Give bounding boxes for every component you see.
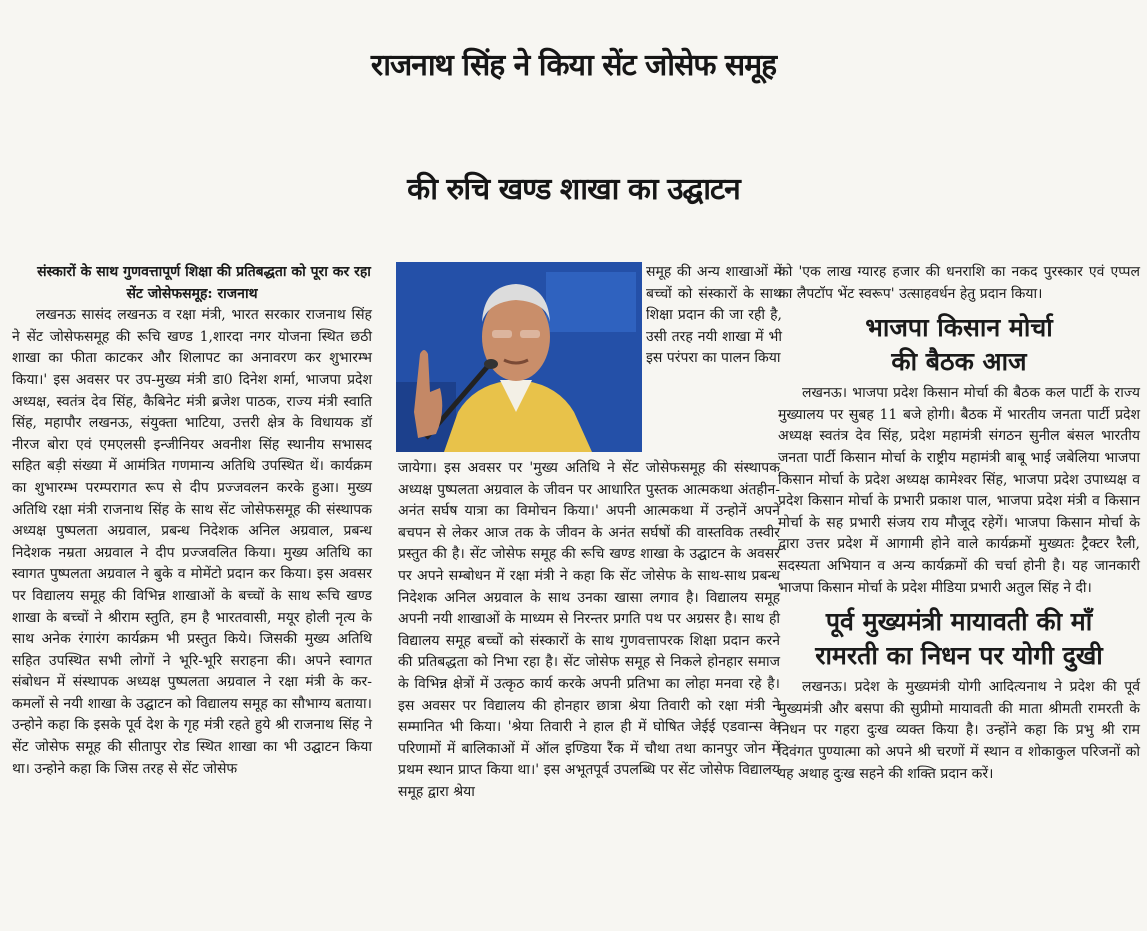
right-column (778, 262, 1140, 785)
main-story-body-3: को 'एक लाख ग्यारह हजार की धनराशि का नकद पुरस्कार एवं एप्पल का लैपटॉप भेंट स्वरूप' उत्साहवर्धन हेतु प्रदान किया। (778, 264, 1140, 302)
story2-headline-line-1: भाजपा किसान मोर्चा (865, 313, 1053, 343)
main-story-body-2a: समूह की अन्य शाखाओं में बच्चों को संस्कारों के साथ शिक्षा प्रदान की जा रही है, उसी तरह नयी शाखा में भी इस परंपरा का पालन किया (646, 264, 782, 367)
main-story-column-2-bottom (398, 458, 780, 804)
news-photo (396, 262, 642, 452)
story2-headline-line-2: की बैठक आज (891, 347, 1027, 377)
photo-illustration (396, 262, 642, 452)
story3-body: लखनऊ। प्रदेश के मुख्यमंत्री योगी आदित्यनाथ ने प्रदेश की पूर्व मुख्यमंत्री और बसपा की सुप्रीमो मायावती की माता श्रीमती रामरती के निधन पर गहरा दुःख व्यक्त किया है। उन्होंने कहा कि प्रभु श्री राम दिवंगत पुण्यात्मा को अपने श्री चरणों में स्थान व शोकाकुल परिजनों को यह अथाह दुःख सहने की शक्ति प्रदान करें। (778, 679, 1140, 782)
main-story-column-1 (12, 262, 372, 780)
story2-body: लखनऊ। भाजपा प्रदेश किसान मोर्चा की बैठक कल पार्टी के राज्य मुख्यालय पर सुबह 11 बजे होगी। बैठक में भारतीय जनता पार्टी प्रदेश अध्यक्ष स्वतंत्र देव सिंह, प्रदेश महामंत्री संगठन सुनील बंसल भारतीय जनता पार्टी किसान मोर्चा के राष्ट्रीय महामंत्री बाबू भाई जबेलिया भाजपा किसान मोर्चा के प्रदेश अध्यक्ष कामेश्वर सिंह, भाजपा प्रदेश उपाध्यक्ष व प्रदेश किसान मोर्चा के प्रभारी प्रकाश पाल, भाजपा प्रदेश मंत्री व किसान मोर्चा के सह प्रभारी संजय राय मौजूद रहेगें। भाजपा किसान मोर्चा के द्वारा उत्तर प्रदेश में आगामी होने वाले कार्यक्रमों मुख्यतः ट्रैक्टर रैली, सदस्यता अभियान व अन्य कार्यक्रमों की चर्चा होनी है। यह जानकारी भाजपा किसान मोर्चा के प्रदेश मीडिया प्रभारी अतुल सिंह ने दी। (778, 385, 1140, 596)
headline-line-1: राजनाथ सिंह ने किया सेंट जोसेफ समूह (370, 48, 777, 83)
story3-headline-line-1: पूर्व मुख्यमंत्री मायावती की माँ (825, 607, 1093, 637)
story3-headline (778, 605, 1140, 673)
headline-line-2: की रुचि खण्ड शाखा का उद्घाटन (407, 172, 740, 207)
story3-headline-line-2: रामरती का निधन पर योगी दुखी (815, 641, 1103, 671)
main-story-column-2-top (646, 262, 782, 370)
main-story-body-1: लखनऊ सासंद लखनऊ व रक्षा मंत्री, भारत सरकार राजनाथ सिंह ने सेंट जोसेफसमूह की रूचि खण्ड 1,शारदा नगर योजना स्थित छठी शाखा का फीता काटकर और शिलापट का अनावरण कर शुभारम्भ किया।' इस अवसर पर उप-मुख्य मंत्री डा0 दिनेश शर्मा, भाजपा प्रदेश अध्यक्ष, स्वतंत्र देव सिंह, कैबिनेट मंत्री ब्रजेश पाठक, राज्य मंत्री स्वाति सिंह, महापौर लखनऊ, संयुक्ता भाटिया, उत्तरी क्षेत्र के विधायक डॉ नीरज बोरा एवं एमएलसी इन्जीनियर अवनीश सिंह स्थानीय सभासद सहित बड़ी संख्या में आमंत्रित गणमान्य अतिथि उपस्थित थें। कार्यक्रम का शुभारम्भ परम्परागत रूप से दीप प्रज्जवलन करके हुआ। मुख्य अतिथि रक्षा मंत्री राजनाथ सिंह के साथ सेंट जोसेफसमूह की संस्थापक अध्यक्ष पुष्पलता अग्रवाल, प्रबन्ध निदेशक अनिल अग्रवाल, प्रबन्ध निदेशक नम्रता अग्रवाल ने दीप प्रज्जवलित किया। मुख्य अतिथि का स्वागत पुष्पलता अग्रवाल ने बुके व मोमेंटो प्रदान कर किया। इस अवसर पर विद्यालय समूह की विभिन्न शाखाओं के बच्चों के साथ रूचि खण्ड शाखा के बच्चों ने श्रीराम स्तुति, हम है भारतवासी, मयूर होली नृत्य के साथ अनेक रंगारंग कार्यक्रम भी प्रस्तुत किये। जिसकी मुख्य अतिथि सहित उपस्थित सभी लोगों ने भूरि-भूरि सराहना की। अपने स्वागत संबोधन में संस्थापक अध्यक्ष पुष्पलता अग्रवाल ने रक्षा मंत्री के कर-कमलों से नयी शाखा के उद्घाटन को विद्यालय समूह का सौभाग्य बताया। उन्होने कहा कि इसके पूर्व देश के गृह मंत्री रहते हुये श्री राजनाथ सिंह ने सेंट जोसेफ समूह की सीतापुर रोड स्थित शाखा का भी उद्घाटन किया था। उन्होने कहा कि जिस तरह से सेंट जोसेफ (12, 307, 372, 777)
story2-headline (778, 311, 1140, 379)
main-story-subhead: संस्कारों के साथ गुणवत्तापूर्ण शिक्षा की प्रतिबद्धता को पूरा कर रहा सेंट जोसेफसमूह: राजनाथ (37, 264, 371, 302)
main-story-body-2b: जायेगा। इस अवसर पर 'मुख्य अतिथि ने सेंट जोसेफसमूह की संस्थापक अध्यक्ष पुष्पलता अग्रवाल के जीवन पर आधारित पुस्तक आत्मकथा अंतहीन-अनंत सर्घष यात्रा का विमोचन किया।' अपनी आत्मकथा में उन्होनें अपने बचपन से लेकर आज तक के जीवन के अनंत सर्घषों की वास्तविक तस्वीर प्रस्तुत की है। सेंट जोसेफ समूह की रूचि खण्ड शाखा के उद्घाटन के अवसर पर अपने सम्बोधन में रक्षा मंत्री ने कहा कि सेंट जोसेफ के साथ-साथ प्रबन्ध निदेशक अनिल अग्रवाल के साथ उनका खासा लगाव है। विद्यालय समूह अपनी नयी शाखाओं के माध्यम से निरन्तर प्रगति पथ पर अग्रसर है। साथ ही विद्यालय समूह बच्चों को संस्कारों के साथ गुणवत्तापरक शिक्षा प्रदान करने की प्रतिबद्धता को निभा रहा है। सेंट जोसेफ समूह से निकले होनहार समाज के विभिन्न क्षेत्रों में उत्कृठ कार्य करके अपनी प्रतिभा का लोहा मनवा रहे है। इस अवसर पर विद्यालय की होनहार छात्रा श्रेया तिवारी को रक्षा मंत्री ने सम्मानित भी किया। 'श्रेया तिवारी ने हाल ही में घोषित जेईई एडवान्स के परिणामों में बालिकाओं में ऑल इण्डिया रैंक में चौथा तथा कानपुर जोन में प्रथम स्थान प्राप्त किया था।' इस अभूतपूर्व उपलब्धि पर सेंट जोसेफ विद्यालय समूह द्वारा श्रेया (398, 460, 780, 800)
